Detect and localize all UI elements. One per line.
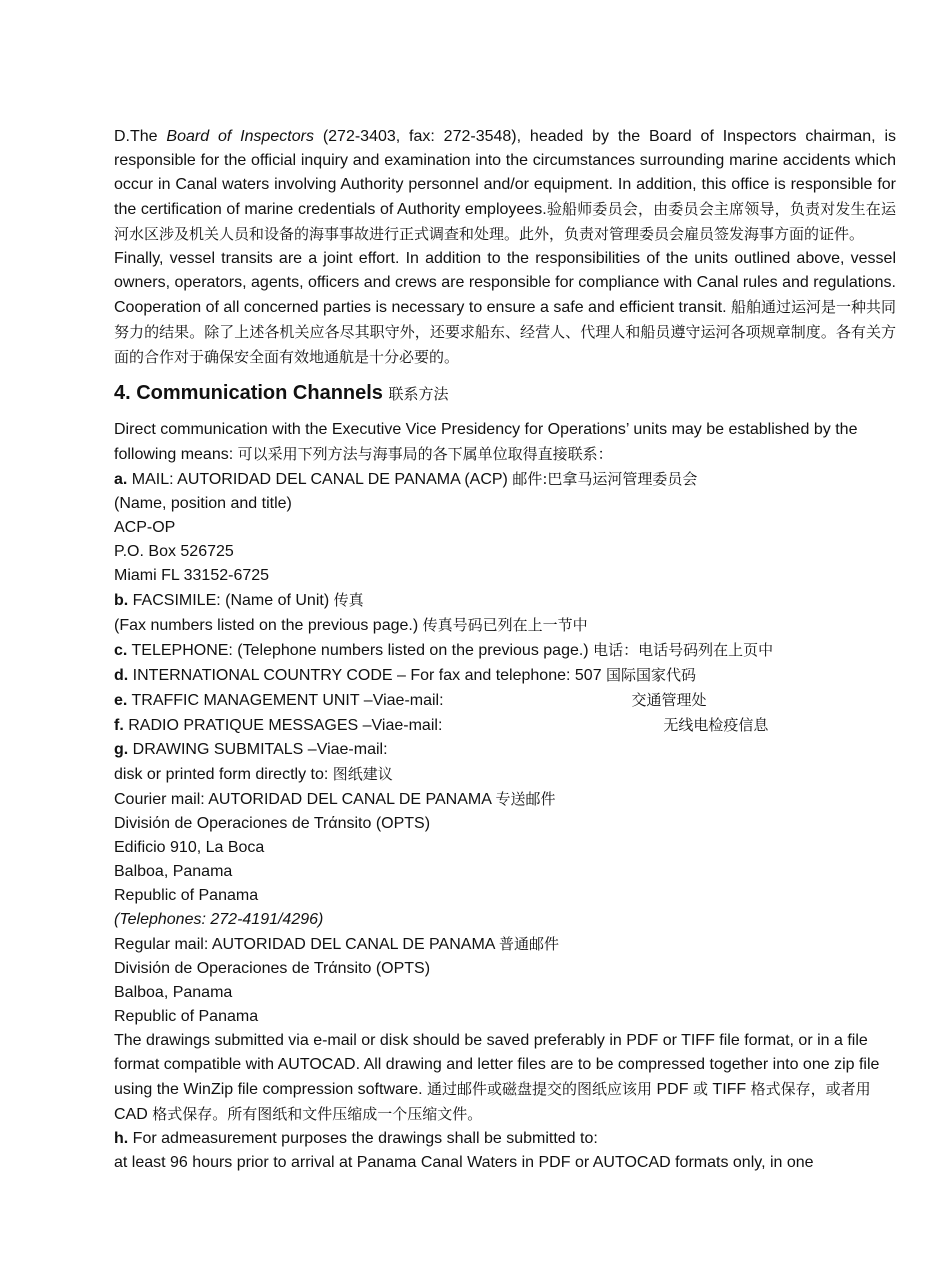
item-g: g. DRAWING SUBMITALS –Viae-mail: bbox=[114, 741, 388, 758]
item-c: c. TELEPHONE: (Telephone numbers listed on the previous page.) 电话：电话号码列在上页中 bbox=[114, 641, 774, 659]
section-d-paragraph: D.The Board of Inspectors (272-3403, fax: 272-3548), headed by the Board of Inspectors chairman, is responsible for the official inquiry and examination into the circumstances surrounding marine accidents which occur in Canal waters involving Authority personnel and/or equipment. In addition, this office is responsible for the certification of marine credentials of Authority employees.验船师委员会，由委员会主席领导，负责对发生在运河水区涉及机关人员和设备的海事事故进行正式调查和处理。此外，负责对管理委员会雇员签发海事方面的证件。 bbox=[114, 128, 897, 243]
item-b: b. FACSIMILE: (Name of Unit) 传真 bbox=[114, 591, 364, 609]
disk-line: disk or printed form directly to: 图纸建议 bbox=[114, 765, 393, 783]
address-line: Balboa, Panama bbox=[114, 863, 233, 880]
address-line: Republic of Panama bbox=[114, 887, 259, 904]
item-h: h. For admeasurement purposes the drawings shall be submitted to: bbox=[114, 1130, 598, 1147]
intro-paragraph: Direct communication with the Executive Vice Presidency for Operations’ units may be established by the following means: 可以采用下列方法与海事局的各下属单位取得直接联系： bbox=[114, 421, 858, 463]
address-line: Republic of Panama bbox=[114, 1008, 259, 1025]
address-line: ACP-OP bbox=[114, 519, 176, 536]
courier-line: Courier mail: AUTORIDAD DEL CANAL DE PANAMA 专送邮件 bbox=[114, 790, 556, 808]
address-line: (Name, position and title) bbox=[114, 495, 292, 512]
item-d: d. INTERNATIONAL COUNTRY CODE – For fax and telephone: 507 国际国家代码 bbox=[114, 666, 697, 684]
regular-mail-line: Regular mail: AUTORIDAD DEL CANAL DE PANAMA 普通邮件 bbox=[114, 935, 560, 953]
board-of-inspectors-name: Board of Inspectors bbox=[166, 128, 314, 145]
item-f: f. RADIO PRATIQUE MESSAGES –Viae-mail: 无线电检疫信息 bbox=[114, 716, 769, 734]
telephones-line: (Telephones: 272-4191/4296) bbox=[114, 911, 324, 928]
finally-paragraph: Finally, vessel transits are a joint effort. In addition to the responsibilities of the units outlined above, vessel owners, operators, agents, officers and crews are responsible for compliance with Canal rules and regulations. Cooperation of all concerned parties is necessary to ensure a safe and efficient transit. 船舶通过运河是一种共同努力的结果。除了上述各机关应各尽其职守外，还要求船东、经营人、代理人和船员遵守运河各项规章制度。各有关方面的合作对于确保安全面有效地通航是十分必要的。 bbox=[114, 250, 896, 366]
drawings-paragraph: The drawings submitted via e-mail or disk should be saved preferably in PDF or TIFF file format, or in a file format compatible with AUTOCAD. All drawing and letter files are to be compressed together into one zip file using the WinZip file compression software. 通过邮件或磁盘提交的图纸应该用 PDF 或 TIFF 格式保存，或者用 CAD 格式保存。所有图纸和文件压缩成一个压缩文件。 bbox=[114, 1032, 880, 1123]
address-line: P.O. Box 526725 bbox=[114, 543, 234, 560]
address-line: Divisiόn de Operaciones de Trάnsito (OPTS) bbox=[114, 960, 431, 977]
last-line: at least 96 hours prior to arrival at Panama Canal Waters in PDF or AUTOCAD formats only, in one bbox=[114, 1154, 814, 1171]
section-heading: 4. Communication Channels 联系方法 bbox=[114, 382, 449, 404]
address-line: Balboa, Panama bbox=[114, 984, 233, 1001]
address-line: Edificio 910, La Boca bbox=[114, 839, 265, 856]
item-e: e. TRAFFIC MANAGEMENT UNIT –Viae-mail: 交通管理处 bbox=[114, 691, 707, 709]
item-a: a. MAIL: AUTORIDAD DEL CANAL DE PANAMA (ACP) 邮件:巴拿马运河管理委员会 bbox=[114, 470, 698, 488]
address-line: Miami FL 33152-6725 bbox=[114, 567, 270, 584]
fax-note: (Fax numbers listed on the previous page.) 传真号码已列在上一节中 bbox=[114, 616, 588, 634]
address-line: Divisiόn de Operaciones de Trάnsito (OPTS) bbox=[114, 815, 431, 832]
